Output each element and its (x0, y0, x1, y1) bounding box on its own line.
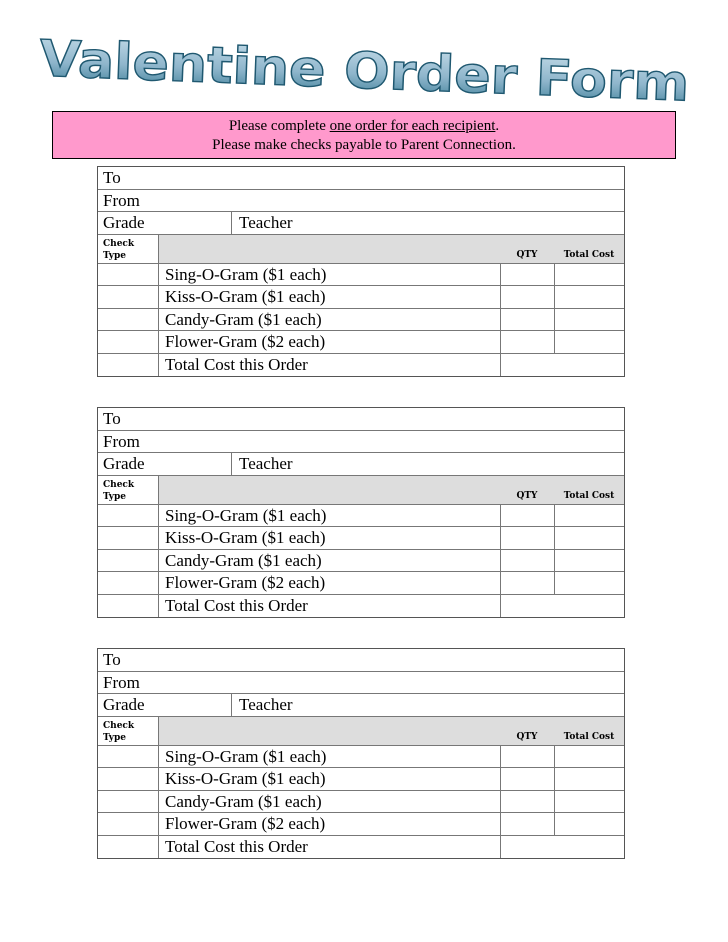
instructions-banner (52, 111, 676, 159)
qty-cell[interactable] (500, 768, 555, 790)
title-text: Valentine Order Form (38, 29, 647, 111)
qty-cell[interactable] (500, 505, 555, 527)
order-block (97, 648, 625, 859)
column-header-row (98, 717, 624, 746)
item-name: Flower-Gram ($2 each) (158, 572, 501, 594)
item-name: Sing-O-Gram ($1 each) (158, 264, 501, 286)
item-name: Kiss-O-Gram ($1 each) (158, 768, 501, 790)
item-row (98, 550, 624, 573)
total-label: Total Cost this Order (158, 354, 501, 377)
item-name: Kiss-O-Gram ($1 each) (158, 286, 501, 308)
qty-cell[interactable] (500, 791, 555, 813)
total-label: Total Cost this Order (158, 836, 501, 859)
teacher-label: Teacher (231, 212, 293, 234)
from-label: From (103, 672, 140, 692)
total-row (98, 595, 624, 618)
item-row (98, 505, 624, 528)
form-title (0, 22, 728, 122)
total-cost-cell[interactable] (554, 331, 624, 353)
qty-cell[interactable] (500, 572, 555, 594)
item-name: Sing-O-Gram ($1 each) (158, 746, 501, 768)
order-total-cell[interactable] (500, 836, 555, 859)
item-name: Sing-O-Gram ($1 each) (158, 505, 501, 527)
item-row (98, 746, 624, 769)
total-row (98, 354, 624, 377)
check-type-cell[interactable] (98, 791, 158, 813)
to-row[interactable] (98, 649, 624, 672)
check-type-cell[interactable] (98, 813, 158, 835)
total-cost-cell[interactable] (554, 768, 624, 790)
total-row (98, 836, 624, 859)
grade-teacher-row (98, 212, 624, 235)
total-label: Total Cost this Order (158, 595, 501, 618)
to-label: To (103, 168, 121, 187)
qty-cell[interactable] (500, 746, 555, 768)
item-row (98, 286, 624, 309)
total-cost-cell[interactable] (554, 286, 624, 308)
grade-label: Grade (103, 213, 145, 232)
instructions-line-1 (53, 117, 675, 136)
total-blank-cell (98, 595, 158, 618)
check-type-cell[interactable] (98, 768, 158, 790)
from-row[interactable] (98, 190, 624, 213)
check-type-cell[interactable] (98, 505, 158, 527)
to-row[interactable] (98, 167, 624, 190)
qty-cell[interactable] (500, 309, 555, 331)
grade-label: Grade (103, 454, 145, 473)
total-cost-cell[interactable] (554, 527, 624, 549)
total-cost-cell[interactable] (554, 791, 624, 813)
order-block (97, 407, 625, 618)
check-type-cell[interactable] (98, 264, 158, 286)
to-row[interactable] (98, 408, 624, 431)
teacher-label: Teacher (231, 694, 293, 716)
qty-cell[interactable] (500, 264, 555, 286)
qty-cell[interactable] (500, 813, 555, 835)
grade-teacher-row (98, 694, 624, 717)
from-label: From (103, 190, 140, 210)
qty-header: QTY (516, 731, 538, 742)
total-cost-header: Total Cost (563, 490, 615, 501)
grade-label: Grade (103, 695, 145, 714)
qty-cell[interactable] (500, 550, 555, 572)
qty-header: QTY (516, 249, 538, 260)
item-name: Candy-Gram ($1 each) (158, 309, 501, 331)
check-type-cell[interactable] (98, 331, 158, 353)
item-name: Flower-Gram ($2 each) (158, 813, 501, 835)
total-blank-cell (98, 836, 158, 859)
total-cost-cell[interactable] (554, 309, 624, 331)
item-name: Kiss-O-Gram ($1 each) (158, 527, 501, 549)
qty-cell[interactable] (500, 527, 555, 549)
item-row (98, 791, 624, 814)
check-type-cell[interactable] (98, 746, 158, 768)
item-row (98, 264, 624, 287)
item-row (98, 572, 624, 595)
qty-cell[interactable] (500, 331, 555, 353)
total-blank-cell (98, 354, 158, 377)
check-type-cell[interactable] (98, 550, 158, 572)
grade-teacher-row (98, 453, 624, 476)
total-cost-cell[interactable] (554, 505, 624, 527)
check-type-cell[interactable] (98, 286, 158, 308)
check-type-cell[interactable] (98, 527, 158, 549)
check-type-cell[interactable] (98, 572, 158, 594)
to-label: To (103, 650, 121, 669)
check-type-header: Check Type (98, 717, 158, 745)
total-cost-cell[interactable] (554, 550, 624, 572)
check-type-cell[interactable] (98, 309, 158, 331)
total-cost-header: Total Cost (563, 731, 615, 742)
check-type-header: Check Type (98, 476, 158, 504)
column-header-row (98, 235, 624, 264)
column-header-row (98, 476, 624, 505)
item-row (98, 813, 624, 836)
from-row[interactable] (98, 672, 624, 695)
from-row[interactable] (98, 431, 624, 454)
title-wordart (0, 22, 728, 122)
item-name: Candy-Gram ($1 each) (158, 550, 501, 572)
instructions-line-2: Please make checks payable to Parent Connection. (212, 137, 516, 153)
total-cost-cell[interactable] (554, 746, 624, 768)
qty-cell[interactable] (500, 286, 555, 308)
order-total-cell[interactable] (500, 354, 555, 377)
order-block (97, 166, 625, 377)
item-row (98, 309, 624, 332)
order-total-cell[interactable] (500, 595, 555, 618)
total-cost-cell[interactable] (554, 813, 624, 835)
total-cost-cell[interactable] (554, 264, 624, 286)
instruction-period: . (495, 118, 500, 134)
teacher-label: Teacher (231, 453, 293, 475)
item-name: Flower-Gram ($2 each) (158, 331, 501, 353)
total-cost-cell[interactable] (554, 572, 624, 594)
item-row (98, 527, 624, 550)
item-row (98, 768, 624, 791)
total-cost-header: Total Cost (563, 249, 615, 260)
qty-header: QTY (516, 490, 538, 501)
instruction-text: Please complete (228, 118, 330, 134)
instruction-emphasis: one order for each recipient (329, 118, 496, 134)
check-type-header: Check Type (98, 235, 158, 263)
to-label: To (103, 409, 121, 428)
from-label: From (103, 431, 140, 451)
item-name: Candy-Gram ($1 each) (158, 791, 501, 813)
item-row (98, 331, 624, 354)
